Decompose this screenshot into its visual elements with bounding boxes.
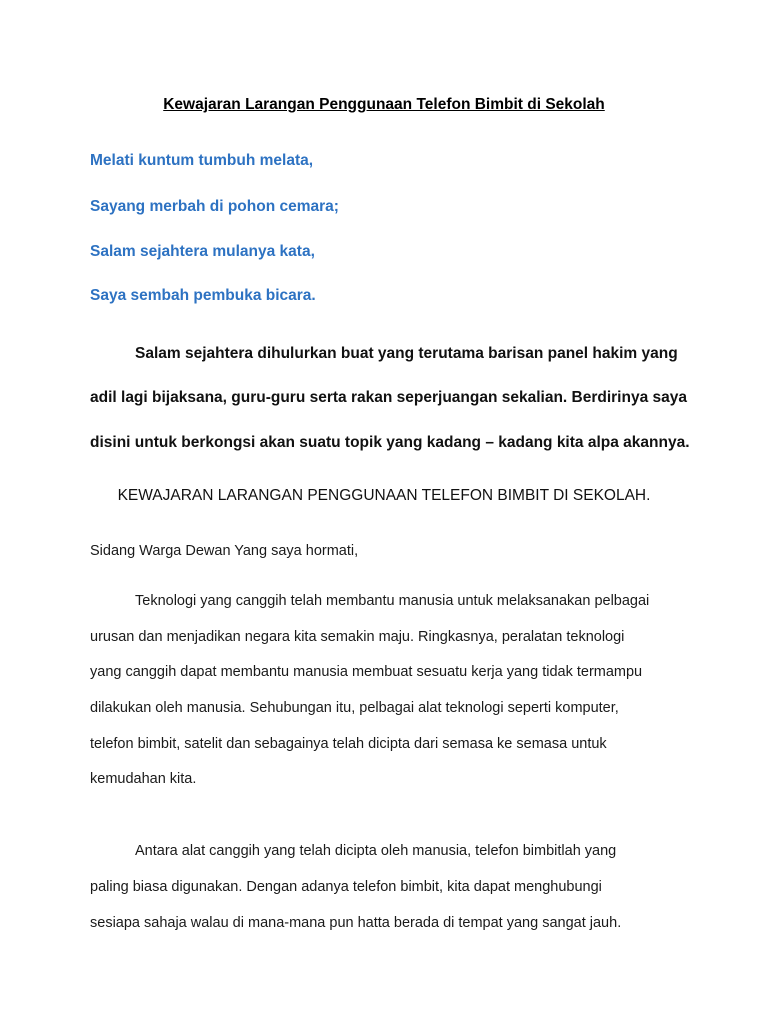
paragraph-2-line-2: paling biasa digunakan. Dengan adanya telefon bimbit, kita dapat menghubungi	[90, 879, 602, 895]
pantun-line-4: Saya sembah pembuka bicara.	[90, 287, 316, 304]
paragraph-2-line-1: Antara alat canggih yang telah dicipta oleh manusia, telefon bimbitlah yang	[135, 843, 617, 859]
topic-heading: KEWAJARAN LARANGAN PENGGUNAAN TELEFON BIMBIT DI SEKOLAH.	[117, 487, 651, 504]
greeting-line-1: Salam sejahtera dihulurkan buat yang terutama barisan panel hakim yang	[135, 345, 678, 362]
document-title: Kewajaran Larangan Penggunaan Telefon Bimbit di Sekolah	[163, 96, 605, 113]
pantun-line-1: Melati kuntum tumbuh melata,	[90, 152, 314, 169]
greeting-line-3: disini untuk berkongsi akan suatu topik yang kadang – kadang kita alpa akannya.	[90, 434, 690, 451]
paragraph-1-line-2: urusan dan menjadikan negara kita semakin maju. Ringkasnya, peralatan teknologi	[90, 629, 625, 645]
paragraph-1-line-1: Teknologi yang canggih telah membantu manusia untuk melaksanakan pelbagai	[135, 593, 650, 609]
salutation: Sidang Warga Dewan Yang saya hormati,	[90, 543, 359, 559]
paragraph-1-line-4: dilakukan oleh manusia. Sehubungan itu, pelbagai alat teknologi seperti komputer,	[90, 700, 619, 716]
pantun-line-2: Sayang merbah di pohon cemara;	[90, 198, 339, 215]
paragraph-1-line-6: kemudahan kita.	[90, 771, 197, 787]
paragraph-1-line-3: yang canggih dapat membantu manusia membuat sesuatu kerja yang tidak termampu	[90, 664, 643, 680]
paragraph-1-line-5: telefon bimbit, satelit dan sebagainya telah dicipta dari semasa ke semasa untuk	[90, 736, 607, 752]
paragraph-2-line-3: sesiapa sahaja walau di mana-mana pun hatta berada di tempat yang sangat jauh.	[90, 915, 622, 931]
greeting-line-2: adil lagi bijaksana, guru-guru serta rakan seperjuangan sekalian. Berdirinya saya	[90, 389, 687, 406]
pantun-line-3: Salam sejahtera mulanya kata,	[90, 243, 315, 260]
